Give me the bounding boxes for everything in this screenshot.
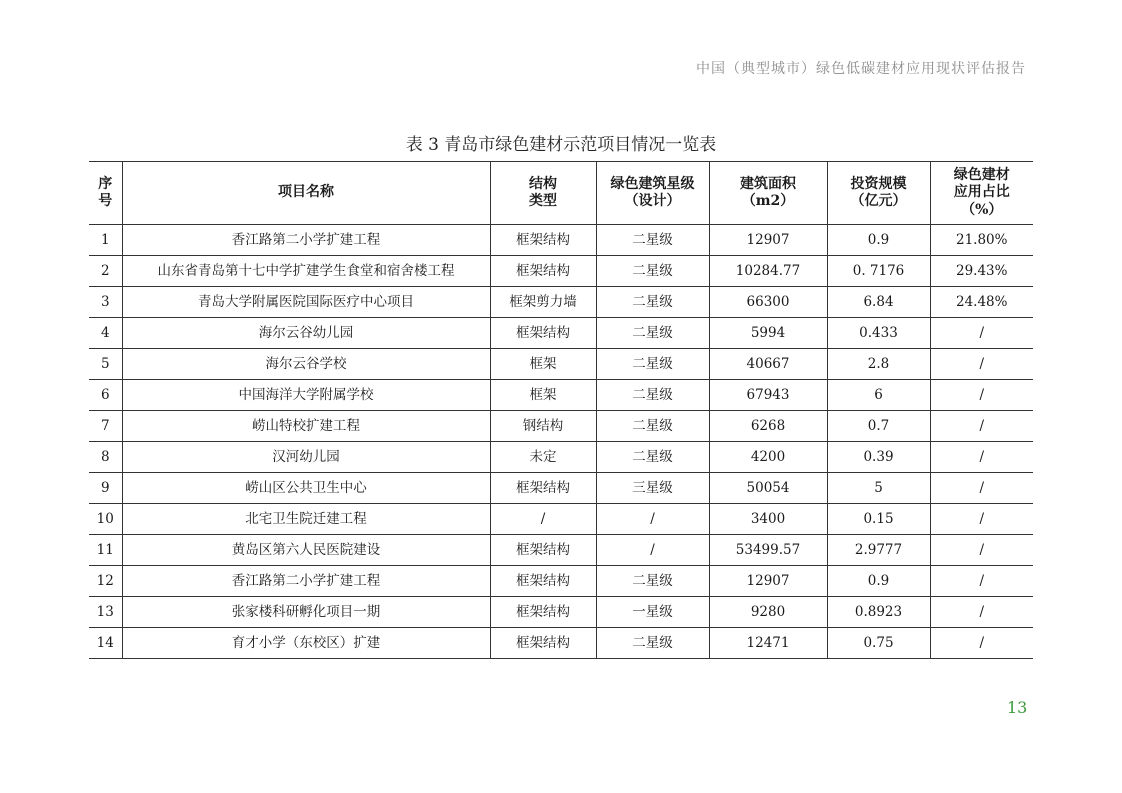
cell-ratio: 21.80% — [930, 225, 1033, 256]
cell-invest: 6.84 — [827, 287, 930, 318]
cell-area: 6268 — [709, 411, 827, 442]
col-header-no: 序 号 — [89, 162, 122, 225]
cell-structure: 框架剪力墙 — [490, 287, 596, 318]
cell-no: 5 — [89, 349, 122, 380]
cell-name: 中国海洋大学附属学校 — [122, 380, 490, 411]
cell-star: 二星级 — [596, 256, 709, 287]
cell-ratio: / — [930, 597, 1033, 628]
col-header-ratio: 绿色建材 应用占比 （%） — [930, 162, 1033, 225]
cell-invest: 0.9 — [827, 566, 930, 597]
table-row — [89, 473, 1033, 504]
cell-ratio: 29.43% — [930, 256, 1033, 287]
table-row — [89, 628, 1033, 659]
col-header-area: 建筑面积 （m2） — [709, 162, 827, 225]
table-row — [89, 442, 1033, 473]
cell-ratio: 24.48% — [930, 287, 1033, 318]
cell-area: 10284.77 — [709, 256, 827, 287]
cell-no: 6 — [89, 380, 122, 411]
cell-structure: 框架结构 — [490, 566, 596, 597]
table-row — [89, 597, 1033, 628]
cell-name: 育才小学（东校区）扩建 — [122, 628, 490, 659]
page-number: 13 — [1007, 698, 1028, 717]
cell-structure: 框架结构 — [490, 473, 596, 504]
cell-no: 3 — [89, 287, 122, 318]
cell-ratio: / — [930, 566, 1033, 597]
table-row — [89, 287, 1033, 318]
table-row — [89, 504, 1033, 535]
cell-area: 40667 — [709, 349, 827, 380]
table-row — [89, 318, 1033, 349]
cell-name: 香江路第二小学扩建工程 — [122, 225, 490, 256]
cell-name: 海尔云谷幼儿园 — [122, 318, 490, 349]
col-header-structure: 结构 类型 — [490, 162, 596, 225]
col-header-name: 项目名称 — [122, 162, 490, 225]
cell-area: 5994 — [709, 318, 827, 349]
table-caption: 表 3 青岛市绿色建材示范项目情况一览表 — [405, 135, 717, 155]
col-header-invest: 投资规模 （亿元） — [827, 162, 930, 225]
cell-ratio: / — [930, 318, 1033, 349]
cell-name: 香江路第二小学扩建工程 — [122, 566, 490, 597]
cell-invest: 5 — [827, 473, 930, 504]
cell-no: 2 — [89, 256, 122, 287]
cell-no: 11 — [89, 535, 122, 566]
cell-area: 53499.57 — [709, 535, 827, 566]
cell-no: 1 — [89, 225, 122, 256]
cell-structure: / — [490, 504, 596, 535]
cell-structure: 框架 — [490, 349, 596, 380]
cell-structure: 框架结构 — [490, 597, 596, 628]
cell-structure: 钢结构 — [490, 411, 596, 442]
cell-invest: 0. 7176 — [827, 256, 930, 287]
cell-name: 北宅卫生院迁建工程 — [122, 504, 490, 535]
cell-name: 黄岛区第六人民医院建设 — [122, 535, 490, 566]
cell-no: 4 — [89, 318, 122, 349]
cell-invest: 0.15 — [827, 504, 930, 535]
cell-structure: 框架结构 — [490, 628, 596, 659]
cell-structure: 框架结构 — [490, 535, 596, 566]
cell-structure: 框架结构 — [490, 318, 596, 349]
cell-star: 二星级 — [596, 287, 709, 318]
cell-area: 12907 — [709, 566, 827, 597]
cell-no: 12 — [89, 566, 122, 597]
cell-name: 崂山区公共卫生中心 — [122, 473, 490, 504]
cell-structure: 框架结构 — [490, 225, 596, 256]
cell-area: 50054 — [709, 473, 827, 504]
cell-no: 13 — [89, 597, 122, 628]
cell-invest: 0.7 — [827, 411, 930, 442]
cell-star: 二星级 — [596, 349, 709, 380]
cell-star: / — [596, 504, 709, 535]
cell-area: 3400 — [709, 504, 827, 535]
cell-invest: 2.8 — [827, 349, 930, 380]
cell-area: 4200 — [709, 442, 827, 473]
cell-name: 张家楼科研孵化项目一期 — [122, 597, 490, 628]
cell-no: 7 — [89, 411, 122, 442]
cell-invest: 0.433 — [827, 318, 930, 349]
cell-star: 二星级 — [596, 380, 709, 411]
cell-structure: 框架结构 — [490, 256, 596, 287]
running-header: 中国（典型城市）绿色低碳建材应用现状评估报告 — [696, 61, 1026, 77]
cell-star: 二星级 — [596, 628, 709, 659]
cell-structure: 框架 — [490, 380, 596, 411]
cell-star: 三星级 — [596, 473, 709, 504]
cell-ratio: / — [930, 504, 1033, 535]
cell-star: 二星级 — [596, 442, 709, 473]
cell-star: 二星级 — [596, 411, 709, 442]
cell-area: 12907 — [709, 225, 827, 256]
table-row — [89, 566, 1033, 597]
cell-name: 山东省青岛第十七中学扩建学生食堂和宿舍楼工程 — [122, 256, 490, 287]
cell-invest: 0.8923 — [827, 597, 930, 628]
cell-invest: 2.9777 — [827, 535, 930, 566]
cell-invest: 0.39 — [827, 442, 930, 473]
cell-structure: 未定 — [490, 442, 596, 473]
cell-name: 崂山特校扩建工程 — [122, 411, 490, 442]
cell-area: 9280 — [709, 597, 827, 628]
cell-invest: 0.75 — [827, 628, 930, 659]
cell-ratio: / — [930, 628, 1033, 659]
cell-invest: 6 — [827, 380, 930, 411]
cell-no: 14 — [89, 628, 122, 659]
cell-area: 12471 — [709, 628, 827, 659]
cell-area: 67943 — [709, 380, 827, 411]
projects-table — [89, 161, 1033, 659]
cell-star: 二星级 — [596, 566, 709, 597]
cell-star: 二星级 — [596, 318, 709, 349]
table-row — [89, 380, 1033, 411]
cell-area: 66300 — [709, 287, 827, 318]
table-row — [89, 349, 1033, 380]
cell-ratio: / — [930, 380, 1033, 411]
table-row — [89, 256, 1033, 287]
col-header-star: 绿色建筑星级 （设计） — [596, 162, 709, 225]
cell-star: 一星级 — [596, 597, 709, 628]
cell-star: 二星级 — [596, 225, 709, 256]
table-row — [89, 225, 1033, 256]
cell-name: 汉河幼儿园 — [122, 442, 490, 473]
cell-ratio: / — [930, 349, 1033, 380]
cell-invest: 0.9 — [827, 225, 930, 256]
cell-no: 10 — [89, 504, 122, 535]
cell-ratio: / — [930, 535, 1033, 566]
table-row — [89, 411, 1033, 442]
cell-ratio: / — [930, 442, 1033, 473]
cell-name: 海尔云谷学校 — [122, 349, 490, 380]
table-row — [89, 535, 1033, 566]
cell-no: 9 — [89, 473, 122, 504]
cell-ratio: / — [930, 473, 1033, 504]
cell-ratio: / — [930, 411, 1033, 442]
cell-no: 8 — [89, 442, 122, 473]
table-header-row — [89, 162, 1033, 225]
cell-star: / — [596, 535, 709, 566]
cell-name: 青岛大学附属医院国际医疗中心项目 — [122, 287, 490, 318]
